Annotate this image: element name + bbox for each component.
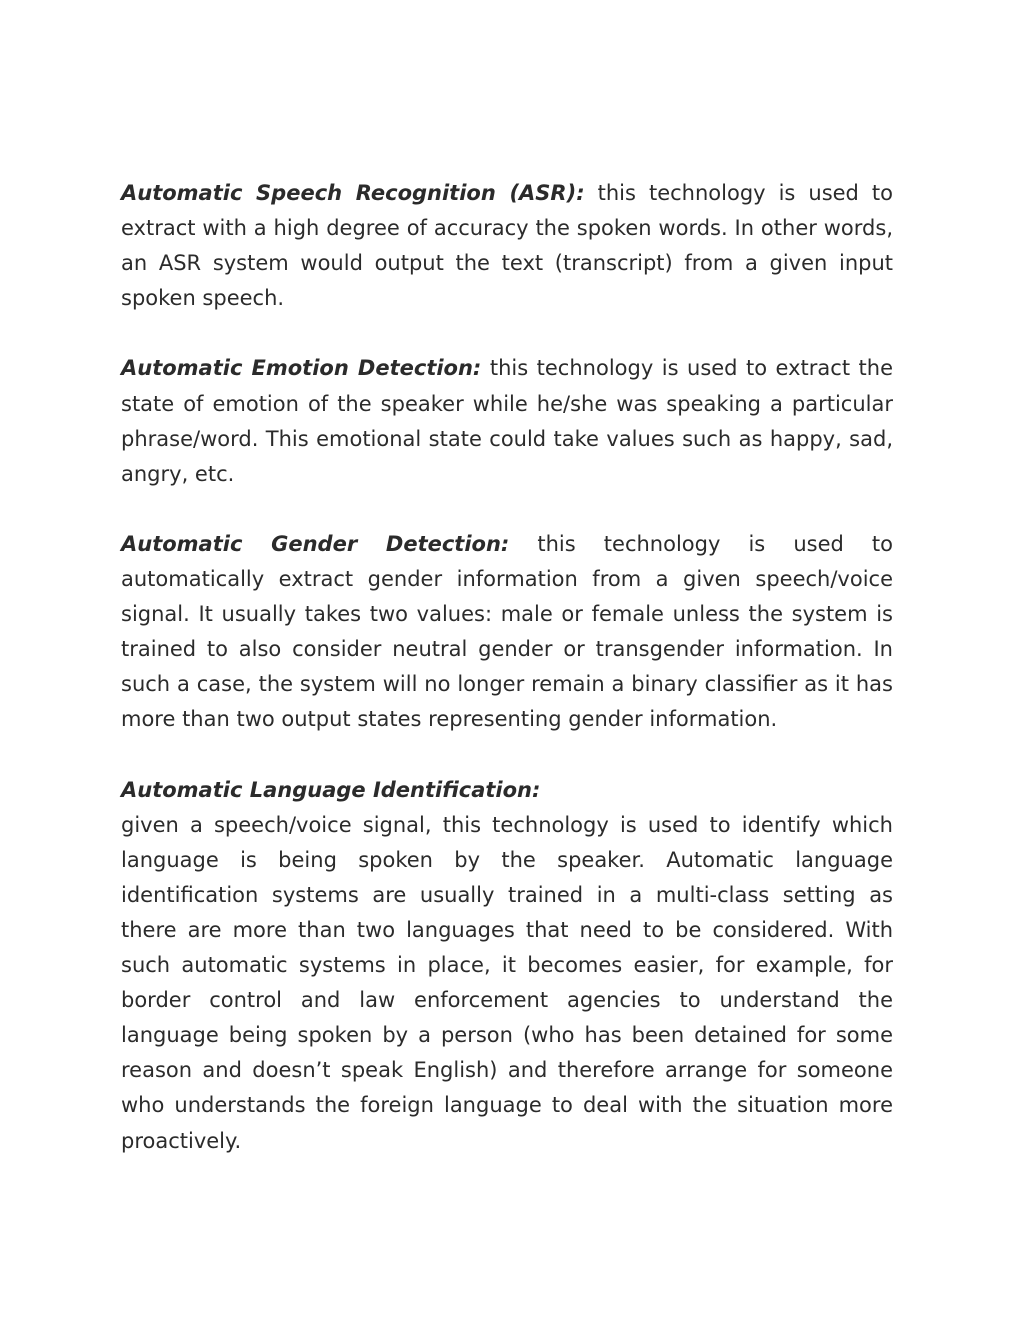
term-asr: Automatic Speech Recognition (ASR):: [121, 181, 585, 205]
paragraph-asr: [121, 176, 893, 316]
paragraph-gender-detection: [121, 527, 893, 738]
term-emotion-detection: Automatic Emotion Detection:: [121, 356, 482, 381]
document-page: [121, 176, 893, 1159]
body-gender-detection: this technology is used to automatically extract gender information from a given speech/voice signal. It usually takes two values: male or female unless the system is trained to also consider neutral gender or transgender information. In such a case, the system will no longer remain a binary classifier as it has more than two output states representing gender information.: [121, 531, 893, 732]
term-language-identification: Automatic Language Identification:: [121, 777, 541, 802]
body-asr: this technology is used to extract with a high degree of accuracy the spoken words. In other words, an ASR system would output the text (transcript) from a given input spoken speech.: [121, 181, 893, 311]
body-emotion-detection: this technology is used to extract the state of emotion of the speaker while he/she was speaking a particular phrase/word. This emotional state could take values such as happy, sad, angry, etc.: [121, 356, 894, 486]
term-gender-detection: Automatic Gender Detection:: [121, 531, 510, 556]
paragraph-language-identification: [121, 773, 893, 1159]
paragraph-emotion-detection: [121, 351, 893, 491]
body-language-identification: given a speech/voice signal, this technology is used to identify which language is being spoken by the speaker. Automatic language identification systems are usually trained in a multi-class setting as there are more than two languages that need to be considered. With such automatic systems in place, it becomes easier, for example, for border control and law enforcement agencies to understand the language being spoken by a person (who has been detained for some reason and doesn’t speak English) and therefore arrange for someone who understands the foreign language to deal with the situation more proactively.: [121, 812, 893, 1153]
